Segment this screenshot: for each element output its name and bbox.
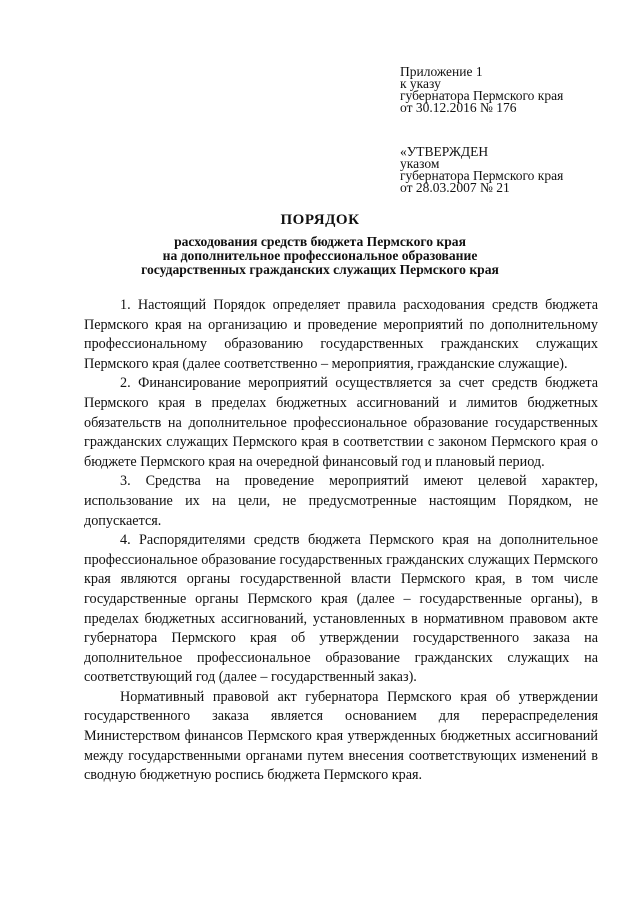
paragraph-5: Нормативный правовой акт губернатора Пермского края об утверждении государственного заказа является основанием для перераспределения Министерством финансов Пермского края утвержденных бюджетных ассигнований между государственными органами путем внесения соответствующих изменений в сводную бюджетную роспись бюджета Пермского края.	[84, 688, 598, 784]
approval-stamp	[400, 146, 563, 194]
appendix-header	[400, 66, 563, 114]
document-body	[84, 296, 598, 786]
paragraph-3: 3. Средства на проведение мероприятий имеют целевой характер, использование их на цели, не предусмотренные настоящим Порядком, не допускается.	[84, 473, 598, 529]
appendix-line: губернатора Пермского края	[400, 88, 564, 103]
paragraph-4: 4. Распорядителями средств бюджета Пермского края на дополнительное профессиональное образование государственных гражданских служащих Пермского края являются органы государственной власти Пермского края, в том числе государственные органы Пермского края (далее – государственные органы), в пределах бюджетных ассигнований, установленных в нормативном правовом акте губернатора Пермского края об утверждении государственного заказа на дополнительное профессиональное образование гражданских служащих на соответствующий год (далее – государственный заказ).	[84, 532, 598, 686]
document-title	[60, 212, 580, 277]
appendix-line: от 30.12.2016 № 176	[400, 100, 517, 115]
paragraph-2: 2. Финансирование мероприятий осуществляется за счет средств бюджета Пермского края в пределах бюджетных ассигнований и лимитов бюджетных обязательств на дополнительное профессиональное образование государственных гражданских служащих Пермского края в соответствии с законом Пермского края о бюджете Пермского края на очередной финансовый год и плановый период.	[84, 375, 598, 470]
appendix-line: Приложение 1	[400, 64, 483, 79]
approval-line: указом	[400, 156, 440, 171]
approval-line: от 28.03.2007 № 21	[400, 180, 510, 195]
title-line: на дополнительное профессиональное образование	[162, 248, 478, 263]
title-line: государственных гражданских служащих Пермского края	[141, 262, 499, 277]
title-heading: ПОРЯДОК	[280, 212, 360, 228]
approval-line: «УТВЕРЖДЕН	[400, 144, 489, 159]
paragraph-1: 1. Настоящий Порядок определяет правила расходования средств бюджета Пермского края на организацию и проведение мероприятий по дополнительному профессиональному образованию государственных гражданских служащих Пермского края (далее соответственно – мероприятия, гражданские служащие).	[84, 297, 598, 372]
title-line: расходования средств бюджета Пермского края	[174, 234, 466, 249]
appendix-line: к указу	[400, 76, 441, 91]
approval-line: губернатора Пермского края	[400, 168, 564, 183]
